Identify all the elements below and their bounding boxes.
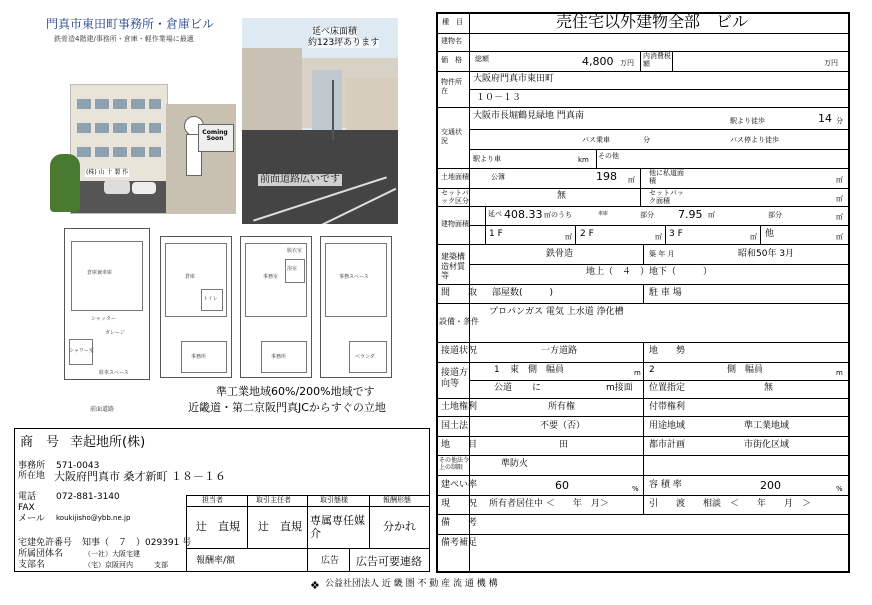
remarks2-label: 備考補足 — [441, 538, 478, 548]
city-plan-value: 市街化区域 — [744, 440, 790, 450]
location-label: 物件所在 — [441, 78, 462, 96]
setback-label: セットバック区分 — [441, 189, 469, 205]
floorplan-2f: 倉庫 トイレ 事務所 — [160, 236, 232, 378]
total-floor: 408.33 — [504, 208, 543, 221]
structure-value: 鉄骨造 — [546, 249, 574, 259]
agent-name: 辻 直規 — [196, 520, 240, 533]
floorplan-4f: 事務スペース ベランダ — [320, 236, 392, 378]
broker-name: 辻 直規 — [258, 520, 302, 533]
road-ni: に — [532, 383, 542, 393]
land-area-label: 土地面積 — [441, 173, 469, 181]
total-floor-suffix: ㎡のうち — [544, 211, 572, 219]
floorplan-3f: 事務室 浴室 脱衣室 事務所 — [240, 236, 312, 378]
position-label: 位置指定 — [649, 383, 686, 393]
floor-3f-unit: ㎡ — [750, 233, 757, 241]
floor-3f-label: 3 F — [669, 229, 683, 239]
branch-label: 支部名 — [18, 560, 46, 570]
far-unit: % — [836, 485, 843, 493]
postal-code: 571-0043 — [56, 461, 100, 471]
floorplan-area: 倉庫兼車庫 シャッター ガレージ シャワー室 駐車スペース 前面道路 倉庫 トイレ 事務所 事務室 浴室 脱衣室 事務所 事務スペース ベランダ 準工業地域60%/200%地域です 近畿道・第二京阪門真JCからすぐの立地 — [60, 222, 410, 416]
built-value: 昭和50年 3月 — [738, 249, 795, 259]
land-category-label: 地 目 — [441, 440, 478, 450]
photo2-caption-1: 延べ床面積 — [312, 27, 358, 37]
floors-value: 地上（ ４ ）地下（ ） — [586, 267, 713, 277]
floorplan-caption-2: 近畿道・第二京阪門真JCからすぐの立地 — [188, 401, 386, 414]
other-floor-label: 他 — [765, 229, 775, 239]
national-land-label: 国土法 — [441, 421, 469, 431]
access-2: 側 幅員 — [727, 365, 764, 375]
staff-header-1: 担当者 — [202, 496, 223, 504]
parking-label: 駐 車 場 — [649, 288, 682, 298]
station-walk-label: 駅より徒歩 — [730, 117, 765, 125]
setback-value: 無 — [557, 191, 567, 201]
office-label: 事務所 — [18, 461, 46, 471]
land-right-value: 所有権 — [548, 402, 576, 412]
land-area: 198 — [596, 170, 617, 183]
part2-unit: ㎡ — [836, 213, 843, 221]
floor-1f-label: 1 F — [489, 229, 503, 239]
garage-part-label: 部分 — [640, 211, 654, 219]
floorplan-caption-1: 準工業地域60%/200%地域です — [216, 385, 375, 398]
group-value: （一社）大阪宅建 — [84, 550, 140, 558]
built-label: 築 年 月 — [649, 250, 675, 258]
property-type: 売住宅以外建物全部 ビル — [556, 12, 749, 31]
land-category-value: 田 — [559, 440, 569, 450]
car-2 — [132, 182, 156, 194]
bcr-unit: % — [632, 485, 639, 493]
setback-area-label: セットバック面積 — [649, 189, 684, 205]
zoning-label: 用途地域 — [649, 421, 686, 431]
fee-type: 分かれ — [383, 520, 416, 533]
delivery-value: 相談 ＜ 年 月 ＞ — [703, 499, 812, 509]
garage-area: 7.95 — [678, 208, 703, 221]
address-label: 所在地 — [18, 471, 46, 481]
price-unit: 万円 — [620, 59, 634, 67]
terrain-label: 地 勢 — [649, 346, 686, 356]
access-value: 一方道路 — [541, 346, 578, 356]
facilities-value: プロパンガス 電気 上水道 浄化槽 — [489, 307, 624, 317]
location-line-1: 大阪府門真市東田町 — [473, 74, 555, 84]
street-photo-2 — [242, 18, 398, 224]
type-label: 種 目 — [442, 18, 463, 26]
fax-label: FAX — [18, 503, 35, 513]
coming-soon-sign: Coming Soon — [202, 129, 228, 142]
far-value: 200 — [760, 479, 781, 492]
garage-area-unit: ㎡ — [708, 211, 715, 219]
transaction-type: 専属専任媒介 — [310, 514, 365, 541]
floor-2f-label: 2 F — [580, 229, 594, 239]
license-label: 宅建免許番号 — [18, 538, 73, 548]
access-dir-label: 接道方向等 — [441, 368, 469, 389]
coming-soon-figure — [182, 114, 230, 180]
tree — [50, 154, 80, 212]
bcr-label: 建ぺい率 — [441, 480, 478, 490]
mail-value[interactable]: koukijisho@ybb.ne.jp — [56, 514, 131, 522]
building-shape — [70, 84, 168, 214]
photo2-bottom-caption: 前面道路広いです — [260, 174, 340, 185]
building-area-label: 建物面積 — [441, 220, 469, 228]
setback-area-unit: ㎡ — [836, 195, 843, 203]
tel-label: 電話 — [18, 492, 37, 502]
layout-label: 間 取 — [441, 288, 478, 298]
by-car-label: 駅より車 — [473, 155, 501, 163]
access-1: 東 側 幅員 — [510, 365, 565, 375]
building-photo-1 — [20, 14, 236, 214]
bus-label: バス乗車 — [582, 136, 610, 144]
position-value: 無 — [764, 383, 774, 393]
structure-label: 建築構造材質等 — [441, 252, 465, 281]
facilities-label: 設備・条件 — [439, 317, 479, 326]
access-label: 接道状況 — [441, 346, 478, 356]
floor-1f-unit: ㎡ — [565, 233, 572, 241]
access-2-unit: m — [836, 369, 843, 377]
traffic-line: 大阪市長堀鶴見緑地 門真南 — [473, 111, 584, 121]
status-value: 所有者居住中 ＜ 年 月＞ — [489, 499, 609, 509]
land-register-label: 公簿 — [491, 173, 505, 181]
part2-label: 部分 — [768, 211, 782, 219]
bcr-value: 60 — [555, 479, 569, 492]
footer-org: 公益社団法人 近 畿 圏 不 動 産 流 通 機 構 — [325, 579, 498, 589]
far-label: 容 積 率 — [649, 480, 682, 490]
private-road-unit: ㎡ — [836, 176, 843, 184]
land-area-unit: ㎡ — [628, 176, 635, 184]
station-walk: 14 — [818, 112, 832, 125]
price-total: 4,800 — [582, 55, 614, 68]
company-address: 大阪府門真市 桑才新町 １８－１６ — [54, 470, 226, 483]
building-name-label: 建物名 — [441, 37, 462, 45]
other-floor-unit: ㎡ — [836, 233, 843, 241]
national-land-value: 不要（否） — [540, 421, 586, 431]
price-label: 価 格 — [441, 56, 462, 64]
layout-value: 部屋数( ) — [492, 288, 554, 298]
group-label: 所属団体名 — [18, 549, 64, 559]
km-unit: km — [578, 156, 589, 164]
shop-sign: (株) 山 十 製 作 — [86, 169, 129, 176]
ad-label: 広告 — [321, 556, 340, 566]
license-value: 知事（ ７ ）029391 号 — [82, 538, 192, 548]
trade-name-label: 商 号 — [20, 435, 60, 450]
legal-label: その他法令上の制限 — [439, 457, 470, 471]
leasehold-label: 付帯権利 — [649, 402, 686, 412]
ad-value: 広告可要連絡 — [356, 555, 422, 568]
fee-rate-label: 報酬率/額 — [196, 556, 236, 566]
staff-header-3: 取引態様 — [320, 496, 348, 504]
location-line-2: １０－１３ — [476, 93, 522, 103]
status-label: 現 況 — [441, 499, 478, 509]
access-1-no: 1 — [494, 365, 500, 375]
photo2-caption-2: 約123坪あります — [308, 38, 380, 48]
staff-header-2: 取引主任者 — [256, 496, 291, 504]
delivery-label: 引 渡 — [649, 499, 686, 509]
car-1 — [104, 180, 130, 194]
photo-title: 門真市東田町事務所・倉庫ビル — [46, 17, 215, 31]
tel-value: 072-881-3140 — [56, 492, 120, 502]
floor-2f-unit: ㎡ — [655, 233, 662, 241]
other-label: その他 — [598, 152, 619, 160]
private-road-label: 他に私道面積 — [649, 169, 684, 185]
access-1-unit: m — [634, 369, 641, 377]
staff-header-4: 報酬形態 — [383, 496, 411, 504]
road-contact: m接面 — [606, 383, 633, 393]
photo-subtitle: 鉄骨造4階建/事務所・倉庫・軽作業場に最適 — [54, 35, 194, 43]
total-floor-label: 延べ — [488, 210, 502, 218]
trade-name: 幸起地所(株) — [70, 435, 146, 450]
road-label: 公道 — [494, 383, 513, 393]
zoning-value: 準工業地域 — [744, 421, 790, 431]
remarks-label: 備 考 — [441, 518, 478, 528]
access-2-no: 2 — [649, 365, 655, 375]
price-tax-unit: 万円 — [824, 59, 838, 67]
minute-unit: 分 — [836, 117, 843, 125]
footer-logo-icon: ❖ — [310, 579, 320, 592]
city-plan-label: 都市計画 — [649, 440, 686, 450]
bus-minute: 分 — [643, 136, 650, 144]
price-tax-label: 内消費税額 — [643, 52, 671, 68]
traffic-label: 交通状況 — [441, 128, 462, 146]
branch-value: （宅）京阪河内 支部 — [84, 561, 168, 569]
bus-stop-label: バス停より徒歩 — [730, 136, 779, 144]
garage-label: 車庫 — [598, 211, 609, 217]
mail-label: メール — [18, 514, 45, 524]
floorplan-1f: 倉庫兼車庫 シャッター ガレージ シャワー室 駐車スペース — [64, 228, 150, 380]
land-right-label: 土地権利 — [441, 402, 478, 412]
legal-value: 準防火 — [501, 459, 529, 469]
price-total-label: 総額 — [475, 55, 489, 63]
